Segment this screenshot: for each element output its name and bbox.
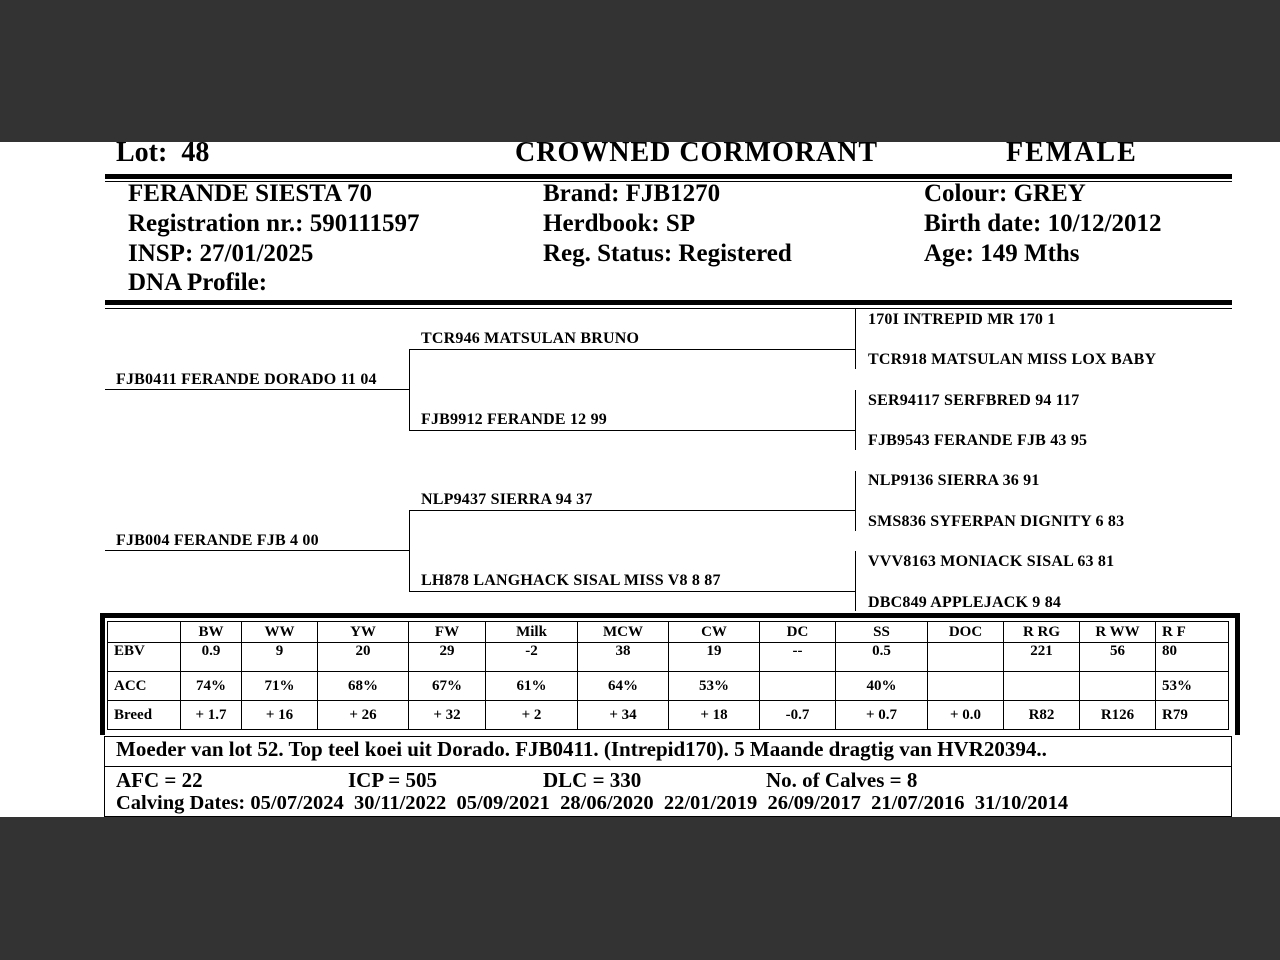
info-divider	[105, 300, 1232, 305]
pedigree-sire-dam: FJB9912 FERANDE 12 99	[421, 411, 607, 428]
ebv-cell: -2	[486, 643, 578, 672]
stat-calves: No. of Calves = 8	[766, 768, 918, 792]
ebv-cell: R79	[1156, 701, 1229, 730]
ebv-header-cell: R RG	[1004, 622, 1080, 643]
colour: Colour: GREY	[924, 180, 1086, 207]
ebv-cell: 80	[1156, 643, 1229, 672]
ebv-cell: 19	[669, 643, 760, 672]
dam-line	[105, 550, 409, 551]
age: Age: 149 Mths	[924, 240, 1080, 267]
ebv-header-cell: WW	[242, 622, 318, 643]
registration-number: Registration nr.: 590111597	[128, 210, 420, 237]
ebv-header-cell: MCW	[578, 622, 669, 643]
ebv-cell: 56	[1080, 643, 1156, 672]
ss-line	[409, 349, 855, 350]
ebv-cell: + 2	[486, 701, 578, 730]
pedigree-sire: FJB0411 FERANDE DORADO 11 04	[116, 371, 377, 388]
ebv-cell: 9	[242, 643, 318, 672]
lot-value: 48	[181, 137, 210, 168]
remarks-text: Moeder van lot 52. Top teel koei uit Dorado. FJB0411. (Intrepid170). 5 Maande dragtig van HVR20394..	[116, 737, 1047, 761]
brand: Brand: FJB1270	[543, 180, 721, 207]
remarks-divider	[105, 766, 1232, 767]
ebv-row-ebv	[108, 643, 1229, 672]
pedigree-ggp-1: 170I INTREPID MR 170 1	[868, 311, 1056, 328]
breed-title: CROWNED CORMORANT	[515, 137, 879, 168]
ebv-cell: 53%	[669, 672, 760, 701]
ebv-cell: 71%	[242, 672, 318, 701]
ebv-header-row	[108, 622, 1229, 643]
pedigree-dam: FJB004 FERANDE FJB 4 00	[116, 532, 319, 549]
ebv-cell: + 1.7	[181, 701, 242, 730]
ebv-cell: 29	[409, 643, 486, 672]
sd-line	[409, 430, 855, 431]
pedigree-ggp-3: SER94117 SERFBRED 94 117	[868, 392, 1080, 409]
pedigree-dam-sire: NLP9437 SIERRA 94 37	[421, 491, 593, 508]
ebv-header-cell: CW	[669, 622, 760, 643]
ebv-header-cell: BW	[181, 622, 242, 643]
ebv-cell: 67%	[409, 672, 486, 701]
ebv-cell	[760, 672, 836, 701]
sire-line	[105, 389, 409, 390]
ebv-cell: + 0.7	[836, 701, 928, 730]
ebv-table	[107, 621, 1229, 730]
ebv-cell: + 0.0	[928, 701, 1004, 730]
stat-icp: ICP = 505	[348, 768, 437, 792]
ebv-cell: 0.5	[836, 643, 928, 672]
ebv-cell	[928, 643, 1004, 672]
ebv-cell: 20	[318, 643, 409, 672]
sex-label: FEMALE	[1006, 137, 1138, 168]
ebv-cell	[1004, 672, 1080, 701]
calving-dates: Calving Dates: 05/07/2024 30/11/2022 05/09/2021 28/06/2020 22/01/2019 26/09/2017 21/07/2016 31/10/2014	[116, 792, 1069, 814]
ebv-header-cell: Milk	[486, 622, 578, 643]
lot-number	[116, 137, 209, 169]
dna-profile: DNA Profile:	[128, 269, 268, 296]
ebv-cell: 68%	[318, 672, 409, 701]
ebv-cell: + 16	[242, 701, 318, 730]
ebv-cell: 40%	[836, 672, 928, 701]
ebv-cell	[928, 672, 1004, 701]
ebv-cell: + 34	[578, 701, 669, 730]
dd-line	[409, 591, 855, 592]
stat-dlc: DLC = 330	[543, 768, 642, 792]
ebv-header-cell: DOC	[928, 622, 1004, 643]
ebv-header-cell	[108, 622, 181, 643]
ggp-bracket-1	[855, 309, 856, 369]
ebv-cell: 38	[578, 643, 669, 672]
lot-card	[0, 137, 1280, 817]
ebv-header-cell: SS	[836, 622, 928, 643]
header-divider	[105, 174, 1232, 179]
ebv-header-cell: FW	[409, 622, 486, 643]
ebv-row-acc	[108, 672, 1229, 701]
inspection-date: INSP: 27/01/2025	[128, 240, 314, 267]
dam-bracket	[409, 510, 410, 592]
ebv-cell: + 26	[318, 701, 409, 730]
herdbook: Herdbook: SP	[543, 210, 696, 237]
ebv-header-cell: R WW	[1080, 622, 1156, 643]
ggp-bracket-3	[855, 471, 856, 531]
ebv-cell: 61%	[486, 672, 578, 701]
reg-status: Reg. Status: Registered	[543, 240, 792, 267]
lot-label: Lot:	[116, 137, 168, 168]
ebv-cell: 0.9	[181, 643, 242, 672]
ebv-header-cell: DC	[760, 622, 836, 643]
ebv-cell: 53%	[1156, 672, 1229, 701]
ebv-cell: 64%	[578, 672, 669, 701]
ggp-bracket-4	[855, 551, 856, 611]
pedigree-dam-dam: LH878 LANGHACK SISAL MISS V8 8 87	[421, 572, 721, 589]
ebv-cell: + 32	[409, 701, 486, 730]
pedigree-ggp-5: NLP9136 SIERRA 36 91	[868, 472, 1040, 489]
ebv-cell: ACC	[108, 672, 181, 701]
pedigree-ggp-2: TCR918 MATSULAN MISS LOX BABY	[868, 351, 1157, 368]
ebv-cell: --	[760, 643, 836, 672]
ebv-cell: 74%	[181, 672, 242, 701]
pedigree-sire-sire: TCR946 MATSULAN BRUNO	[421, 330, 640, 347]
ebv-cell: 221	[1004, 643, 1080, 672]
ebv-cell: Breed	[108, 701, 181, 730]
pedigree-ggp-7: VVV8163 MONIACK SISAL 63 81	[868, 553, 1115, 570]
ds-line	[409, 510, 855, 511]
ebv-header-cell: R F	[1156, 622, 1229, 643]
ebv-cell: R126	[1080, 701, 1156, 730]
pedigree-ggp-8: DBC849 APPLEJACK 9 84	[868, 594, 1062, 611]
animal-name: FERANDE SIESTA 70	[128, 180, 373, 207]
sire-bracket	[409, 349, 410, 431]
pedigree-ggp-4: FJB9543 FERANDE FJB 43 95	[868, 432, 1088, 449]
ebv-cell: + 18	[669, 701, 760, 730]
ebv-cell: -0.7	[760, 701, 836, 730]
ebv-header-cell: YW	[318, 622, 409, 643]
ebv-row-breed	[108, 701, 1229, 730]
birth-date: Birth date: 10/12/2012	[924, 210, 1162, 237]
ebv-cell: EBV	[108, 643, 181, 672]
pedigree-ggp-6: SMS836 SYFERPAN DIGNITY 6 83	[868, 513, 1125, 530]
info-divider-thin	[105, 308, 1232, 309]
ggp-bracket-2	[855, 390, 856, 450]
ebv-cell	[1080, 672, 1156, 701]
stat-afc: AFC = 22	[116, 768, 203, 792]
ebv-cell: R82	[1004, 701, 1080, 730]
